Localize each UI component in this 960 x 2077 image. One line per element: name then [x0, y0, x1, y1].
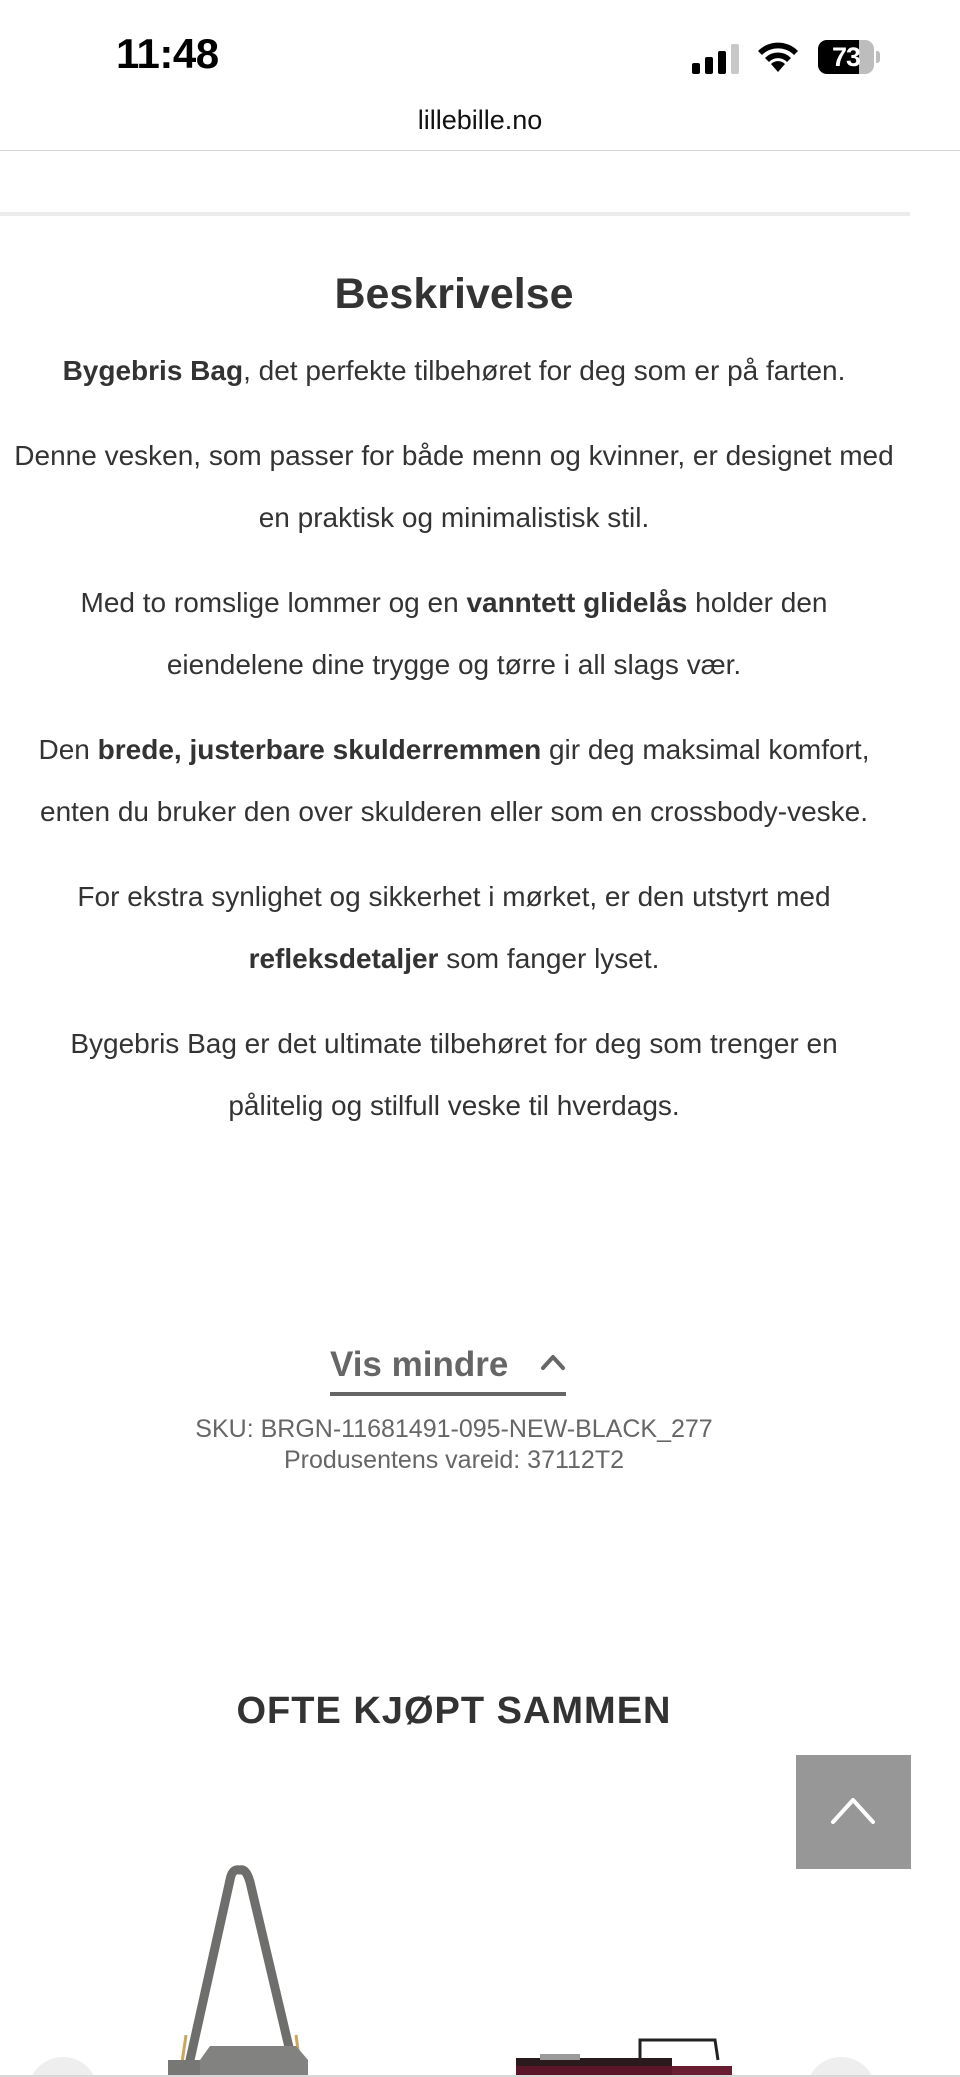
paragraph-text: holder den eiendelene dine trygge og tørre i all slags vær.: [166, 587, 828, 680]
toolbar-divider: [0, 150, 960, 151]
paragraph-text: Den: [38, 734, 98, 765]
description-paragraph: [0, 719, 908, 843]
description-paragraph: [0, 1013, 908, 1137]
description-paragraph: [0, 866, 908, 990]
paragraph-text: Bygebris Bag er det ultimate tilbehøret for deg som trenger en pålitelig og stilfull veske til hverdags.: [70, 1028, 838, 1121]
description-title: Beskrivelse: [334, 270, 574, 318]
product-identifiers: [0, 1414, 908, 1476]
paragraph-text: Med to romslige lommer og en: [80, 587, 467, 618]
chevron-up-icon: [540, 1348, 566, 1374]
url-text[interactable]: lillebille.no: [417, 105, 543, 135]
product-image-grey-bag[interactable]: [150, 1860, 340, 2077]
paragraph-text: , det perfekte tilbehøret for deg som er på farten.: [243, 355, 846, 386]
status-time: 11:48: [116, 30, 219, 77]
bold-text: refleksdetaljer: [248, 943, 439, 974]
product-image-burgundy-clutch[interactable]: [510, 1860, 750, 2077]
manufacturer-id-text: Produsentens vareid: 37112T2: [283, 1446, 625, 1474]
chevron-up-icon: [830, 1795, 876, 1825]
paragraph-text: som fanger lyset.: [438, 943, 660, 974]
description-paragraph: [0, 425, 908, 549]
cellular-signal-icon: [692, 44, 742, 74]
status-bar: [0, 0, 960, 100]
bold-text: Bygebris Bag: [62, 355, 244, 386]
battery-level: 73: [831, 42, 861, 72]
bold-text: vanntett glidelås: [466, 587, 688, 618]
description-section: [0, 258, 908, 1160]
show-less-label: Vis mindre: [330, 1345, 509, 1384]
related-products-carousel: [0, 1860, 960, 2077]
battery-icon: [818, 40, 880, 74]
sku-text: SKU: BRGN-11681491-095-NEW-BLACK_277: [195, 1415, 713, 1443]
bold-text: brede, justerbare skulderremmen: [97, 734, 542, 765]
show-less-button[interactable]: [330, 1338, 566, 1396]
scroll-to-top-button[interactable]: [796, 1755, 911, 1869]
paragraph-text: Denne vesken, som passer for både menn og kvinner, er designet med en praktisk og minimalistisk stil.: [14, 440, 894, 533]
address-bar[interactable]: [0, 100, 960, 150]
related-products-title: OFTE KJØPT SAMMEN: [236, 1690, 672, 1732]
section-divider: [0, 212, 910, 216]
description-paragraph: [0, 340, 908, 402]
wifi-icon: [756, 38, 800, 74]
paragraph-text: For ekstra synlighet og sikkerhet i mørket, er den utstyrt med: [77, 881, 831, 912]
description-paragraph: [0, 572, 908, 696]
paragraph-text: gir deg maksimal komfort, enten du bruker den over skulderen eller som en crossbody-veske.: [40, 734, 870, 827]
